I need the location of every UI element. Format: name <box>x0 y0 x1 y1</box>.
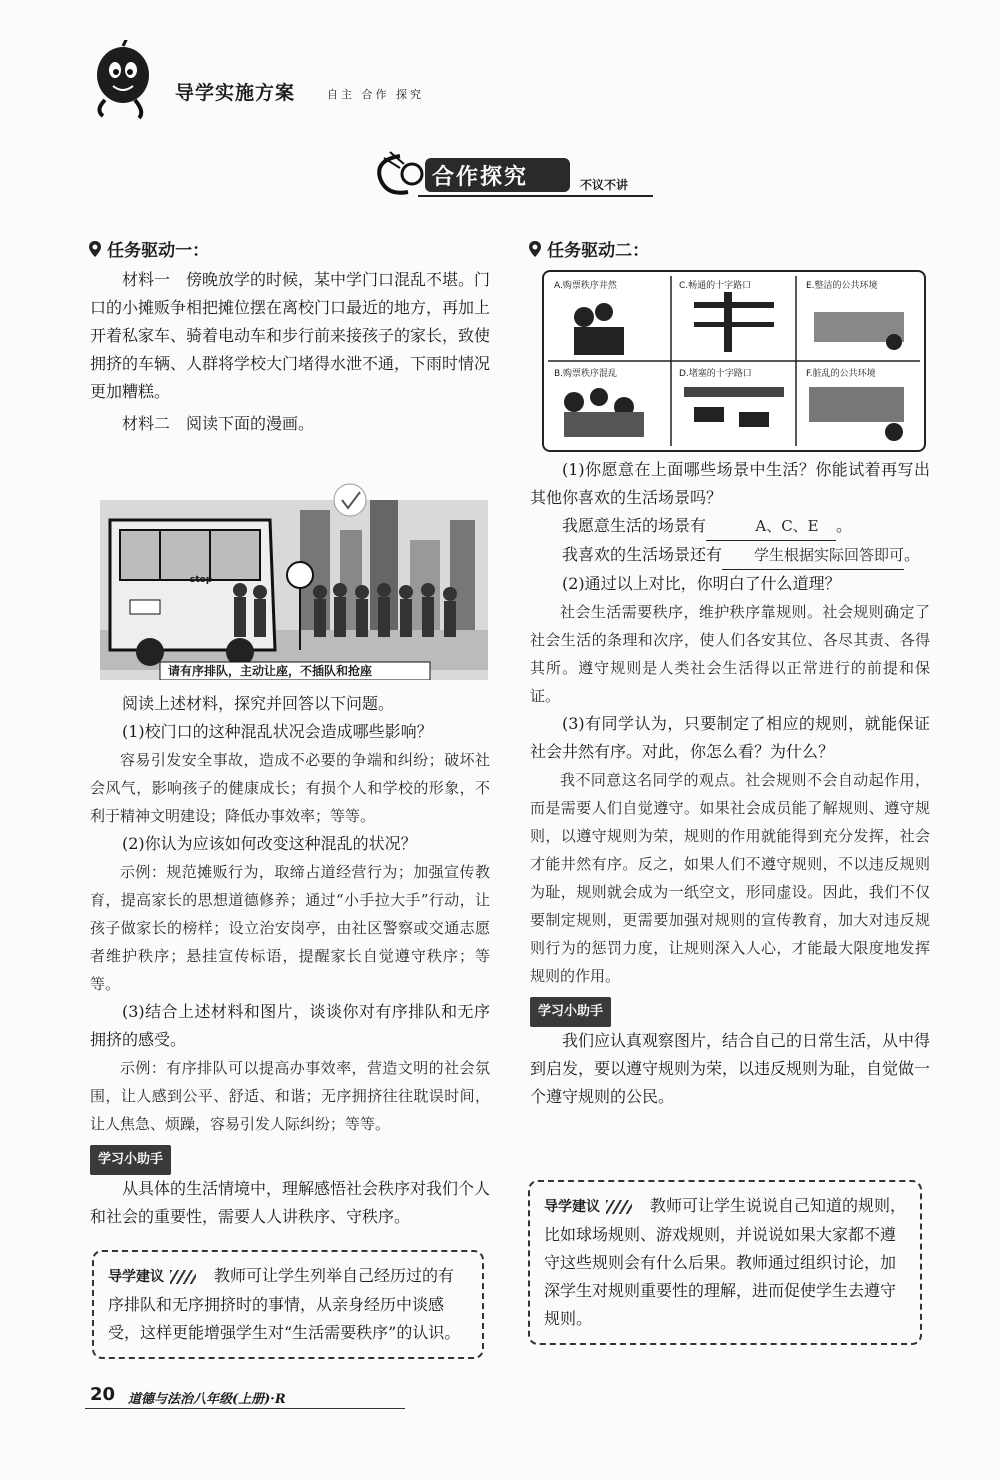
scene-label-d: D.堵塞的十字路口 <box>679 369 752 379</box>
task2-q3: (3)有同学认为，只要制定了相应的规则，就能保证社会井然有序。对此，你怎么看？为什么？ <box>530 714 930 761</box>
task2-questions <box>530 456 930 1111</box>
banner-subtitle: 不议不讲 <box>580 178 629 192</box>
task2-helper-text: 我们应认真观察图片，结合自己的日常生活，从中得到启发，要以遵守规则为荣，以违反规则为耻，自觉做一个遵守规则的公民。 <box>530 1031 931 1106</box>
task1-heading-row <box>88 236 209 261</box>
task2-a3: 我不同意这名同学的观点。社会规则不会自动起作用，而是需要人们自觉遵守。如果社会成员能了解规则、遵守规则，以遵守规则为荣，规则的作用就能得到充分发挥，社会才能井然有序。反之，如果人们不遵守规则，不以违反规则为耻，规则就会成为一纸空文，形同虚设。因此，我们不仅要制定规则，更需要加强对规则的宣传教育，加大对违反规则行为的惩罚力度，让规则深入人心，才能最大限度地发挥规则的作用。 <box>530 771 930 985</box>
task1-a1: 容易引发安全事故，造成不必要的争端和纠纷；破坏社会风气，影响孩子的健康成长；有损个人和学校的形象，不利于精神文明建设；降低办事效率；等等。 <box>90 751 490 825</box>
scene-label-f: F.脏乱的公共环境 <box>806 369 876 379</box>
task2-a1-suffix: 。 <box>836 516 853 535</box>
task2-a1b-value: 学生根据实际回答即可 <box>722 541 904 570</box>
task2-q2: (2)通过以上对比，你明白了什么道理？ <box>562 574 841 593</box>
scene-label-b: B.购票秩序混乱 <box>554 369 618 379</box>
location-pin-icon <box>88 240 102 258</box>
material-two: 材料二 阅读下面的漫画。 <box>122 414 315 433</box>
task2-suggestion-box <box>528 1180 922 1345</box>
hatch-decoration <box>606 1200 632 1214</box>
task2-a1-value: A、C、E <box>706 512 836 541</box>
task1-q2: (2)你认为应该如何改变这种混乱的状况？ <box>122 834 417 853</box>
material-one: 材料一 傍晚放学的时候，某中学门口混乱不堪。门口的小摊贩争相把摊位摆在离校门口最近的地方，再加上开着私家车、骑着电动车和步行前来接孩子的家长，致使拥挤的车辆、人群将学校大门堵得水泄不通，下雨时情况更加糟糕。 <box>90 270 491 401</box>
task2-heading: 任务驱动二： <box>547 241 650 261</box>
book-title: 道德与法治八年级(上册)·R <box>128 1392 286 1407</box>
task1-q3: (3)结合上述材料和图片，谈谈你对有序排队和无序拥挤的感受。 <box>90 1002 490 1049</box>
queue-comic-illustration <box>100 480 488 680</box>
task1-q1: (1)校门口的这种混乱状况会造成哪些影响？ <box>122 722 433 741</box>
footer-rule <box>85 1408 405 1409</box>
task2-helper-label: 学习小助手 <box>530 997 611 1027</box>
task2-suggestion-label: 导学建议 <box>544 1199 600 1215</box>
comic-stop-sign: stop <box>190 575 213 585</box>
task2-q1: (1)你愿意在上面哪些场景中生活？你能试着再写出其他你喜欢的生活场景吗？ <box>530 460 930 507</box>
task1-helper-text: 从具体的生活情境中，理解感悟社会秩序对我们个人和社会的重要性，需要人人讲秩序、守秩序。 <box>90 1179 491 1226</box>
task2-a1b-prefix: 我喜欢的生活场景还有 <box>562 545 723 564</box>
header-title: 导学实施方案 <box>175 82 296 104</box>
scene-label-c: C.畅通的十字路口 <box>679 281 752 291</box>
mascot-logo <box>85 40 160 120</box>
scene-grid <box>542 270 926 452</box>
task1-suggestion-box <box>92 1250 484 1359</box>
task1-suggestion-text: 教师可让学生列举自己经历过的有序排队和无序拥挤时的事情，从亲身经历中谈感受，这样更能增强学生对“生活需要秩序”的认识。 <box>108 1266 461 1342</box>
scene-label-e: E.整洁的公共环境 <box>806 281 878 291</box>
task1-a3: 示例：有序排队可以提高办事效率，营造文明的社会氛围，让人感到公平、舒适、和谐；无序拥挤往往耽误时间，让人焦急、烦躁，容易引发人际纠纷；等等。 <box>90 1059 490 1133</box>
scene-grid-drawings <box>544 272 924 450</box>
header-subtitle: 自主 合作 探究 <box>327 88 424 101</box>
location-pin-icon <box>528 240 542 258</box>
task2-a2: 社会生活需要秩序，维护秩序靠规则。社会规则确定了社会生活的条理和次序，使人们各安其位、各尽其责、各得其所。遵守规则是人类社会生活得以正常进行的前提和保证。 <box>530 603 930 705</box>
banner-underline <box>418 195 653 197</box>
task1-questions <box>90 690 490 1231</box>
task1-suggestion-label: 导学建议 <box>108 1269 164 1285</box>
task2-heading-row <box>528 236 649 261</box>
task1-heading: 任务驱动一： <box>107 241 210 261</box>
hatch-decoration <box>170 1270 196 1284</box>
task1-helper-label: 学习小助手 <box>90 1145 171 1175</box>
task2-suggestion-text: 教师可让学生说说自己知道的规则，比如球场规则、游戏规则，并说说如果大家都不遵守这些规则会有什么后果。教师通过组织讨论，加深学生对规则重要性的理解，进而促使学生去遵守规则。 <box>544 1196 907 1328</box>
scene-label-a: A.购票秩序井然 <box>554 281 617 291</box>
task2-a1-prefix: 我愿意生活的场景有 <box>562 516 707 535</box>
banner-title: 合作探究 <box>432 165 529 190</box>
page-number: 20 <box>90 1384 116 1405</box>
task1-a2: 示例：规范摊贩行为，取缔占道经营行为；加强宣传教育，提高家长的思想道德修养；通过“小手拉大手”行动，让孩子做家长的榜样；设立治安岗亭，由社区警察或交通志愿者维护秩序；悬挂宣传标语，提醒家长自觉遵守秩序；等等。 <box>90 863 490 993</box>
task1-materials <box>90 266 490 438</box>
task2-a1b-suffix: 。 <box>904 545 921 564</box>
task1-intro: 阅读上述材料，探究并回答以下问题。 <box>122 694 395 713</box>
comic-caption: 请有序排队，主动让座，不插队和抢座 <box>168 664 373 678</box>
